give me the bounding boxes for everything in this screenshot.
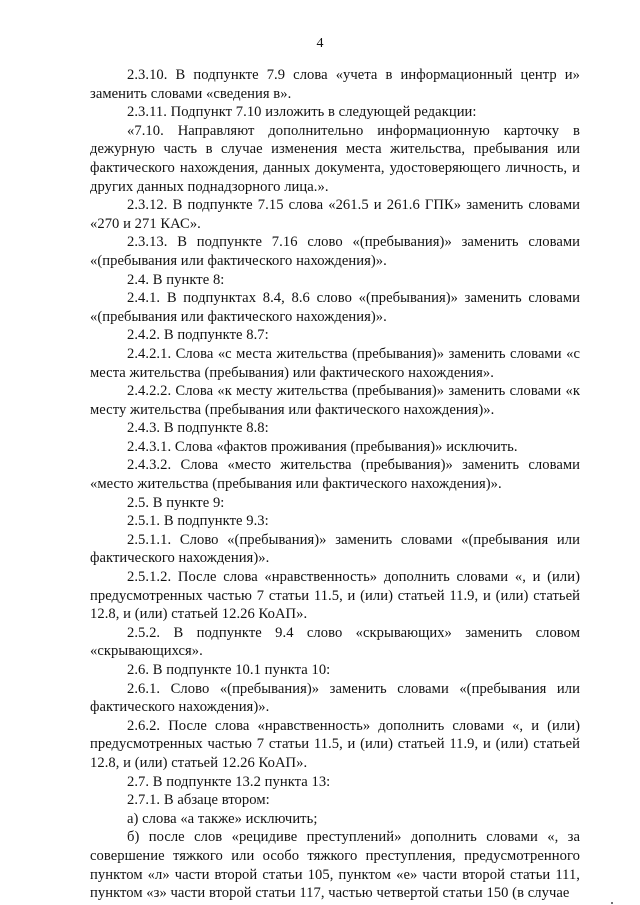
paragraph: 2.3.11. Подпункт 7.10 изложить в следующей редакции:: [127, 104, 477, 121]
paragraph: 2.4.2.1. Слова «с места жительства (пребывания)» заменить словами «с места жительства (пребывания) или фактического нахождения».: [90, 345, 580, 381]
paragraph: 2.4.1. В подпунктах 8.4, 8.6 слово «(пребывания)» заменить словами «(пребывания или фактического нахождения)».: [90, 290, 580, 325]
paragraph: 2.5.2. В подпункте 9.4 слово «скрывающих» заменить словом «скрывающихся».: [90, 624, 580, 660]
paragraph: 2.3.10. В подпункте 7.9 слова «учета в информационный центр и» заменить словами «сведения в».: [90, 67, 580, 102]
paragraph: а) слова «а также» исключить;: [127, 810, 318, 827]
document-body: [90, 66, 580, 903]
paragraph: «7.10. Направляют дополнительно информационную карточку в дежурную часть в случае изменения места жительства, пребывания или фактического нахождения, данных документа, удостоверяющего личность, и других данных поднадзорного лица.».: [90, 122, 580, 195]
paragraph: 2.4. В пункте 8:: [127, 271, 225, 288]
scan-speck: [611, 902, 613, 904]
paragraph: 2.7.1. В абзаце втором:: [127, 792, 270, 809]
paragraph: 2.6.2. После слова «нравственность» дополнить словами «, и (или) предусмотренных частью 7 статьи 11.5, и (или) статьей 11.9, и (или) статьей 12.8, и (или) статьей 12.26 КоАП».: [90, 717, 580, 771]
paragraph: 2.6.1. Слово «(пребывания)» заменить словами «(пребывания или фактического нахождения)».: [90, 680, 580, 716]
paragraph: 2.3.13. В подпункте 7.16 слово «(пребывания)» заменить словами «(пребывания или фактического нахождения)».: [90, 234, 580, 269]
paragraph: 2.4.3.2. Слова «место жительства (пребывания)» заменить словами «место жительства (пребывания или фактического нахождения)».: [90, 457, 580, 493]
paragraph: 2.5.1.1. Слово «(пребывания)» заменить словами «(пребывания или фактического нахождения)».: [90, 531, 580, 567]
paragraph: 2.7. В подпункте 13.2 пункта 13:: [127, 773, 331, 790]
paragraph: 2.5. В пункте 9:: [127, 494, 225, 511]
paragraph: 2.4.2.2. Слова «к месту жительства (пребывания)» заменить словами «к месту жительства (пребывания или фактического нахождения)».: [90, 383, 580, 418]
paragraph: 2.4.2. В подпункте 8.7:: [127, 327, 269, 344]
paragraph: 2.4.3. В подпункте 8.8:: [127, 420, 269, 437]
paragraph: 2.4.3.1. Слова «фактов проживания (пребывания)» исключить.: [127, 438, 518, 455]
paragraph: 2.3.12. В подпункте 7.15 слова «261.5 и 261.6 ГПК» заменить словами «270 и 271 КАС».: [90, 197, 580, 232]
paragraph: 2.5.1. В подпункте 9.3:: [127, 513, 269, 530]
paragraph: 2.6. В подпункте 10.1 пункта 10:: [127, 662, 331, 678]
paragraph: 2.5.1.2. После слова «нравственность» дополнить словами «, и (или) предусмотренных частью 7 статьи 11.5, и (или) статьей 11.9, и (или) статьей 12.8, и (или) статьей 12.26 КоАП».: [90, 569, 580, 623]
paragraph: б) после слов «рецидиве преступлений» дополнить словами «, за совершение тяжкого или особо тяжкого преступления, предусмотренного пунктом «л» части второй статьи 105, пунктом «е» части второй статьи 111, пунктом «з» части второй статьи 117, частью четвертой статьи 150 (в случае: [90, 829, 580, 902]
page-number: 4: [316, 36, 324, 51]
